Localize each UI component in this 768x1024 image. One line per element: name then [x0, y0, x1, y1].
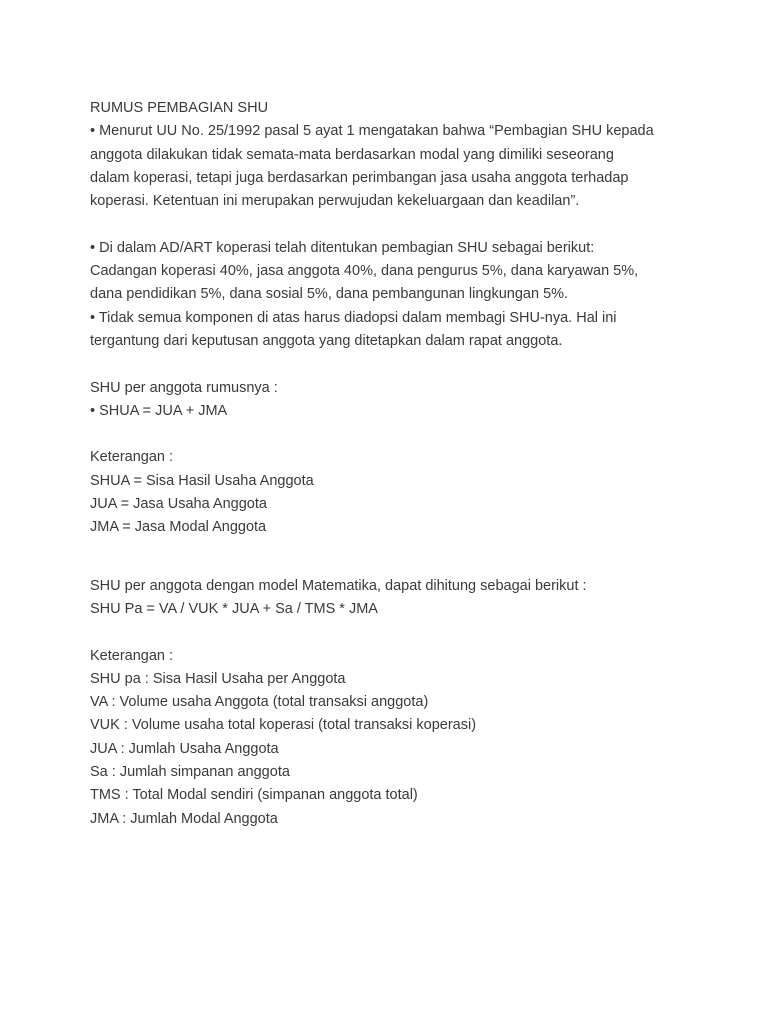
text-line: dalam koperasi, tetapi juga berdasarkan perimbangan jasa usaha anggota terhadap [90, 169, 629, 186]
text-line: • Menurut UU No. 25/1992 pasal 5 ayat 1 mengatakan bahwa “Pembagian SHU kepada [90, 123, 654, 140]
text-line: anggota dilakukan tidak semata-mata berdasarkan modal yang dimiliki seseorang [90, 146, 614, 163]
legend-item: JMA : Jumlah Modal Anggota [90, 810, 278, 827]
paragraph-ad-art [90, 237, 730, 353]
formula-expression: • SHUA = JUA + JMA [90, 402, 228, 419]
legend-heading: Keterangan : [90, 449, 174, 466]
legend-item: TMS : Total Modal sendiri (simpanan anggota total) [90, 787, 418, 804]
formula-shu-pa [90, 575, 730, 622]
legend-item: VUK : Volume usaha total koperasi (total transaksi koperasi) [90, 717, 477, 734]
text-line: Cadangan koperasi 40%, jasa anggota 40%, dana pengurus 5%, dana karyawan 5%, [90, 263, 639, 280]
legend-item: SHUA = Sisa Hasil Usaha Anggota [90, 472, 314, 489]
text-line: tergantung dari keputusan anggota yang ditetapkan dalam rapat anggota. [90, 332, 563, 349]
legend-item: VA : Volume usaha Anggota (total transaksi anggota) [90, 694, 429, 711]
legend-item: SHU pa : Sisa Hasil Usaha per Anggota [90, 670, 346, 687]
formula-shua [90, 377, 730, 424]
text-line: koperasi. Ketentuan ini merupakan perwujudan kekeluargaan dan keadilan”. [90, 193, 580, 210]
legend-item: JMA = Jasa Modal Anggota [90, 519, 267, 536]
document-page [90, 97, 730, 831]
legend-item: JUA : Jumlah Usaha Anggota [90, 740, 279, 757]
legend-heading: Keterangan : [90, 647, 174, 664]
formula-expression: SHU Pa = VA / VUK * JUA + Sa / TMS * JMA [90, 600, 378, 617]
text-line: • Tidak semua komponen di atas harus diadopsi dalam membagi SHU-nya. Hal ini [90, 309, 617, 326]
legend-shua [90, 446, 730, 539]
spacer [90, 213, 730, 236]
legend-shu-pa [90, 645, 730, 831]
formula-intro: SHU per anggota dengan model Matematika, dapat dihitung sebagai berikut : [90, 577, 587, 594]
spacer [90, 353, 730, 376]
text-line: dana pendidikan 5%, dana sosial 5%, dana pembangunan lingkungan 5%. [90, 286, 569, 303]
paragraph-uu-reference [90, 120, 730, 213]
spacer [90, 423, 730, 446]
spacer [90, 621, 730, 644]
legend-item: JUA = Jasa Usaha Anggota [90, 496, 267, 513]
text-line: • Di dalam AD/ART koperasi telah ditentukan pembagian SHU sebagai berikut: [90, 239, 595, 256]
formula-intro: SHU per anggota rumusnya : [90, 379, 278, 396]
spacer [90, 540, 730, 575]
document-title: RUMUS PEMBAGIAN SHU [90, 100, 269, 116]
legend-item: Sa : Jumlah simpanan anggota [90, 764, 290, 781]
